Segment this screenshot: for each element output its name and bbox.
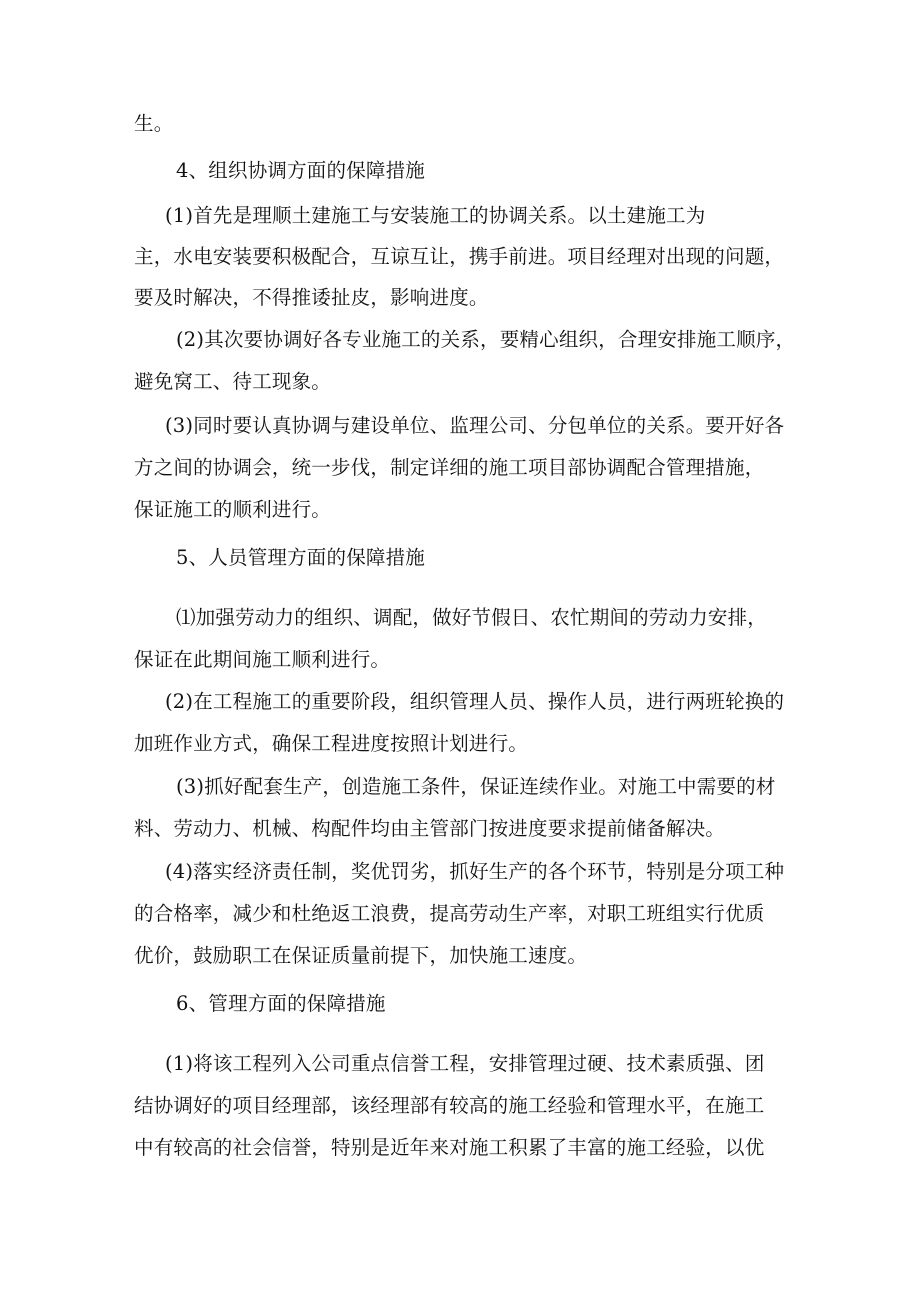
text-line: (1)首先是理顺土建施工与安装施工的协调关系。以土建施工为 xyxy=(165,204,706,227)
text-line: ⑴加强劳动力的组织、调配，做好节假日、农忙期间的劳动力安排， xyxy=(176,606,768,629)
text-line: 优价，鼓励职工在保证质量前提下，加快施工速度。 xyxy=(134,944,588,967)
text-line: 方之间的协调会，统一步伐，制定详细的施工项目部协调配合管理措施， xyxy=(134,456,765,479)
section-heading: 6、管理方面的保障措施 xyxy=(176,992,386,1015)
text-line: 中有较高的社会信誉，特别是近年来对施工积累了丰富的施工经验，以优 xyxy=(134,1136,765,1159)
text-line: (2)其次要协调好各专业施工的关系，要精心组织，合理安排施工顺序， xyxy=(176,328,796,351)
text-line: (2)在工程施工的重要阶段，组织管理人员、操作人员，进行两班轮换的 xyxy=(165,690,785,713)
text-line: 保证施工的顺利进行。 xyxy=(134,498,332,521)
text-line: 加班作业方式，确保工程进度按照计划进行。 xyxy=(134,732,529,755)
text-line: (3)抓好配套生产，创造施工条件，保证连续作业。对施工中需要的材 xyxy=(176,775,776,798)
text-line: (3)同时要认真协调与建设单位、监理公司、分包单位的关系。要开好各 xyxy=(165,414,785,437)
text-line: 主，水电安装要积极配合，互谅互让，携手前进。项目经理对出现的问题， xyxy=(134,245,785,268)
section-heading: 4、组织协调方面的保障措施 xyxy=(176,159,426,182)
text-line: 保证在此期间施工顺利进行。 xyxy=(134,648,391,671)
text-line: 生。 xyxy=(134,112,174,135)
text-line: (1)将该工程列入公司重点信誉工程，安排管理过硬、技术素质强、团 xyxy=(165,1052,765,1075)
text-line: 的合格率，减少和杜绝返工浪费，提高劳动生产率，对职工班组实行优质 xyxy=(134,902,765,925)
text-line: 要及时解决，不得推诿扯皮，影响进度。 xyxy=(134,286,489,309)
text-line: 避免窝工、待工现象。 xyxy=(134,370,332,393)
text-line: 结协调好的项目经理部，该经理部有较高的施工经验和管理水平，在施工 xyxy=(134,1094,765,1117)
text-line: 料、劳动力、机械、构配件均由主管部门按进度要求提前储备解决。 xyxy=(134,817,726,840)
section-heading: 5、人员管理方面的保障措施 xyxy=(176,546,426,569)
text-line: (4)落实经济责任制，奖优罚劣，抓好生产的各个环节，特别是分项工种 xyxy=(165,860,785,883)
